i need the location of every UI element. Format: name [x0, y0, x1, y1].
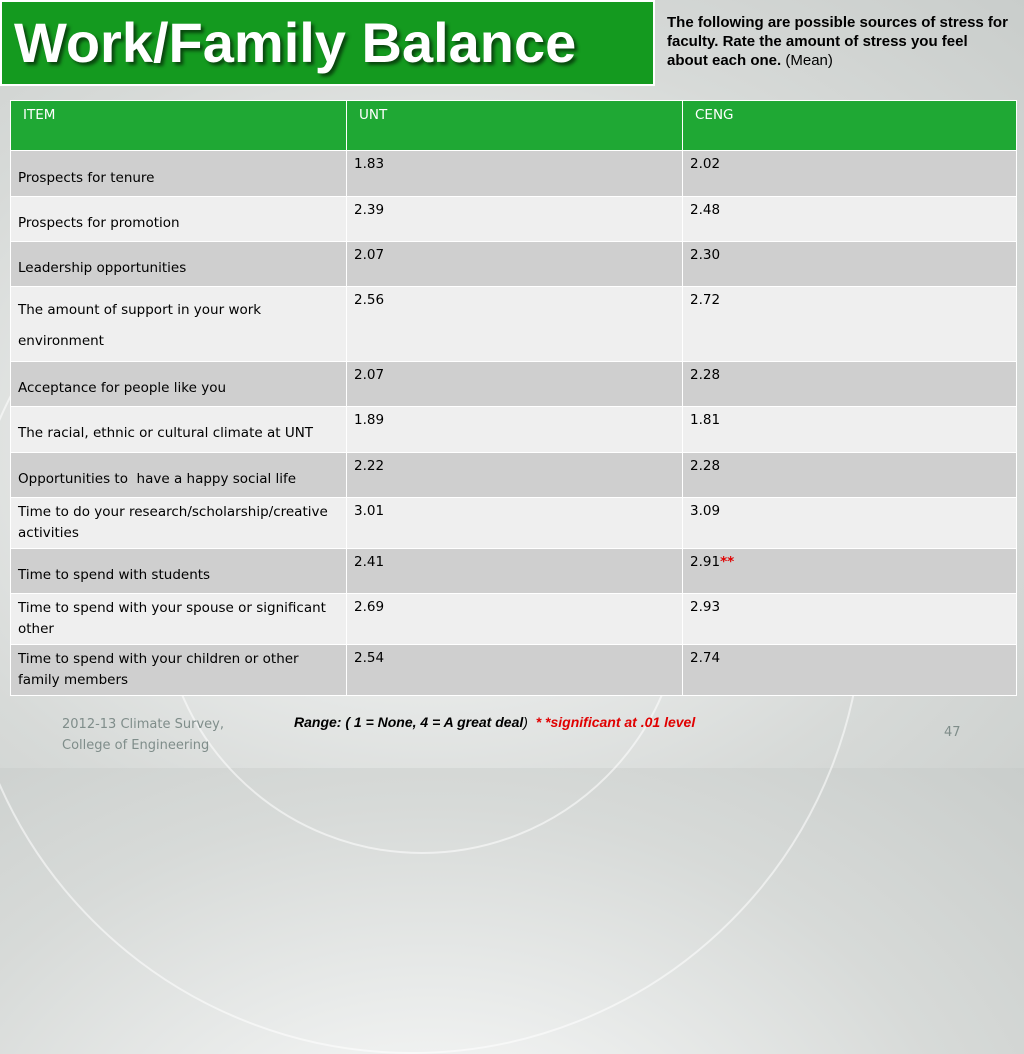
header-item: ITEM [11, 101, 347, 151]
table-row [11, 287, 1017, 362]
item-cell [11, 594, 347, 645]
title-banner [0, 0, 655, 86]
item-label: Prospects for tenure [18, 170, 155, 186]
stress-sources-table [10, 100, 1017, 696]
ceng-value: 2.93 [683, 594, 1017, 645]
subtitle-instructions: The following are possible sources of stress for faculty. Rate the amount of stress you feel about each one. [667, 14, 1008, 69]
unt-value: 2.41 [347, 549, 683, 594]
subtitle-mean-note: (Mean) [785, 52, 833, 69]
item-cell [11, 362, 347, 407]
significance-note: * *significant at .01 level [535, 714, 696, 730]
item-label: Prospects for promotion [18, 215, 180, 231]
unt-value: 1.83 [347, 151, 683, 197]
table-row [11, 645, 1017, 696]
ceng-value: 2.28 [683, 453, 1017, 498]
unt-value: 1.89 [347, 407, 683, 453]
range-close: ) [523, 714, 528, 730]
unt-value: 2.54 [347, 645, 683, 696]
item-cell [11, 407, 347, 453]
unt-value: 2.56 [347, 287, 683, 362]
item-cell [11, 151, 347, 197]
ceng-value: 2.91 [690, 554, 721, 570]
page-number: 47 [944, 725, 961, 740]
table-header-row [11, 101, 1017, 151]
range-legend [294, 714, 695, 730]
ceng-value: 2.74 [683, 645, 1017, 696]
source-line-2: College of Engineering [62, 738, 210, 753]
unt-value: 2.22 [347, 453, 683, 498]
ceng-value: 2.02 [683, 151, 1017, 197]
item-cell [11, 287, 347, 362]
range-text: Range: ( 1 = None, 4 = A great deal [294, 714, 524, 730]
ceng-value: 2.28 [683, 362, 1017, 407]
ceng-value: 2.30 [683, 242, 1017, 287]
ceng-value-cell [683, 549, 1017, 594]
source-line-1: 2012-13 Climate Survey, [62, 717, 224, 732]
ceng-value: 2.48 [683, 197, 1017, 242]
item-cell [11, 549, 347, 594]
header-ceng: CENG [683, 101, 1017, 151]
table-row [11, 242, 1017, 287]
unt-value: 2.07 [347, 362, 683, 407]
source-note [62, 714, 224, 756]
item-label: Time to spend with your spouse or significant other [18, 600, 326, 637]
item-label: Time to do your research/scholarship/creative activities [18, 504, 328, 541]
ceng-value: 3.09 [683, 498, 1017, 549]
item-cell [11, 453, 347, 498]
item-cell [11, 197, 347, 242]
table-row [11, 498, 1017, 549]
item-cell [11, 645, 347, 696]
item-label: Opportunities to have a happy social life [18, 471, 297, 487]
ceng-value: 1.81 [683, 407, 1017, 453]
item-label: Acceptance for people like you [18, 380, 227, 396]
item-cell [11, 498, 347, 549]
item-cell [11, 242, 347, 287]
table-row [11, 549, 1017, 594]
item-label: Leadership opportunities [18, 260, 187, 276]
unt-value: 2.39 [347, 197, 683, 242]
item-label: Time to spend with students [18, 567, 211, 583]
item-label: The racial, ethnic or cultural climate at UNT [18, 425, 314, 441]
slide-title: Work/Family Balance [14, 11, 577, 74]
table-row [11, 197, 1017, 242]
table-row [11, 362, 1017, 407]
unt-value: 3.01 [347, 498, 683, 549]
ceng-value: 2.72 [683, 287, 1017, 362]
header-unt: UNT [347, 101, 683, 151]
unt-value: 2.69 [347, 594, 683, 645]
significance-marker: ** [720, 554, 735, 570]
table-row [11, 407, 1017, 453]
unt-value: 2.07 [347, 242, 683, 287]
item-label: The amount of support in your work environment [18, 302, 262, 349]
table-row [11, 453, 1017, 498]
table-row [11, 594, 1017, 645]
slide-subtitle [667, 13, 1012, 70]
table-row [11, 151, 1017, 197]
item-label: Time to spend with your children or other family members [18, 651, 299, 688]
